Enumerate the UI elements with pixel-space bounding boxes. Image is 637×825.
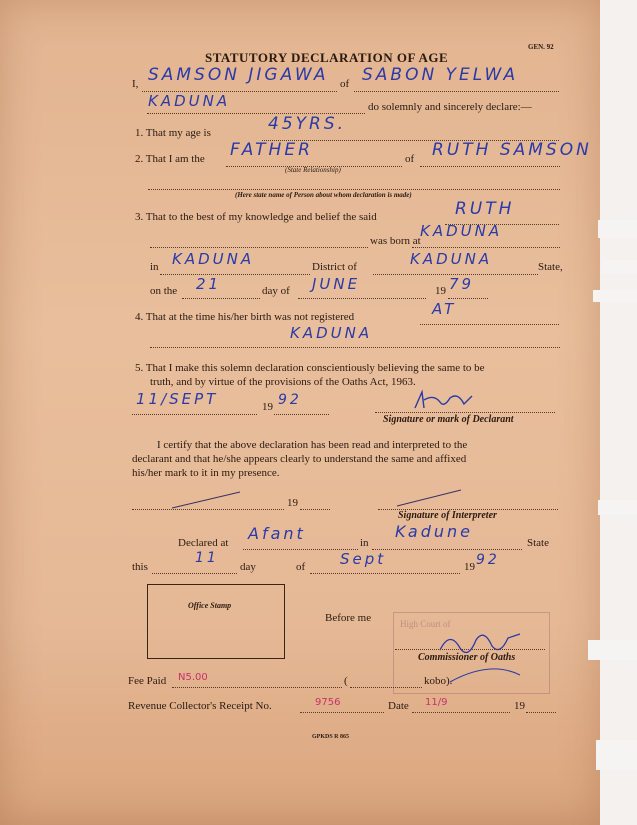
label-before-me: Before me: [325, 612, 372, 624]
hw-registered-place: KADUNA: [290, 324, 373, 342]
hw-of-place: SABON YELWA: [362, 65, 519, 85]
hw-born-at: KADUNA: [420, 222, 503, 240]
dotted-line: [152, 572, 237, 574]
item-2-label: 2. That I am the: [135, 153, 205, 165]
dotted-line: [300, 711, 384, 713]
hw-declared-at: Afant: [248, 524, 306, 543]
hw-state-place: KADUNA: [148, 92, 231, 110]
item-5-line-1: 5. That I make this solemn declaration conscientiously believing the same to be: [135, 362, 485, 374]
dotted-line: [395, 648, 545, 650]
label-day: day: [240, 561, 256, 573]
label-declared-at: Declared at: [178, 537, 229, 549]
hw-this-year: 92: [476, 552, 500, 568]
dotted-line: [420, 323, 559, 325]
dotted-line: [132, 413, 257, 415]
tear-notch: [598, 220, 637, 238]
label-in: in: [150, 261, 159, 273]
slash-mark-icon: [395, 488, 465, 508]
dotted-line: [148, 188, 560, 190]
label-district: District of: [312, 261, 357, 273]
footer-code: GPKDS R 865: [312, 734, 350, 740]
label-of-2: of: [405, 153, 415, 165]
hw-day: 21: [196, 275, 222, 293]
state-relationship-note: (State Relationship): [285, 166, 341, 174]
hw-receipt-no: 9756: [315, 697, 341, 708]
form-code: GEN. 92: [528, 43, 554, 51]
label-do-solemnly: do solemnly and sincerely declare:—: [368, 101, 532, 113]
certify-line-2: declarant and that he/she appears clearly to understand the same and affixed: [132, 453, 467, 465]
hw-this-month: Sept: [340, 550, 387, 568]
declarant-signature-icon: [410, 388, 480, 414]
dotted-line: [310, 572, 460, 574]
label-on-the: on the: [150, 285, 178, 297]
dotted-line: [150, 346, 560, 348]
label-born-at: was born at: [370, 235, 421, 247]
item-5-line-2: truth, and by virtue of the provisions of the Oaths Act, 1963.: [150, 376, 416, 388]
hw-fee: N5.00: [178, 672, 208, 683]
label-i: I,: [132, 78, 139, 90]
court-stamp-text: High Court of: [400, 619, 451, 629]
label-of-3: of: [296, 561, 306, 573]
hw-date-val: 11/9: [425, 697, 448, 708]
dotted-line: [350, 686, 422, 688]
form-title: STATUTORY DECLARATION OF AGE: [205, 50, 449, 65]
label-19-c: 19: [287, 497, 298, 509]
label-19-e: 19: [514, 700, 525, 712]
tear-notch: [596, 740, 637, 770]
hw-district: KADUNA: [410, 250, 493, 268]
tear-notch: [598, 500, 637, 515]
label-paren: (: [344, 675, 348, 687]
hw-age: 45YRS.: [268, 114, 347, 134]
label-declared-state: State: [527, 537, 549, 549]
dotted-line: [448, 297, 488, 299]
label-state: State,: [538, 261, 563, 273]
dotted-line: [150, 246, 368, 248]
tear-notch: [602, 260, 637, 274]
hw-sign-date: 11/SEPT: [136, 390, 219, 408]
hw-in-place: KADUNA: [172, 250, 255, 268]
certify-line-1: I certify that the above declaration has been read and interpreted to the: [157, 439, 468, 451]
label-19-d: 19: [464, 561, 475, 573]
dotted-line: [298, 297, 426, 299]
hw-name: SAMSON JIGAWA: [148, 65, 329, 85]
dotted-line: [526, 711, 556, 713]
hw-registered-at: AT: [432, 300, 457, 318]
dotted-line: [274, 413, 329, 415]
commissioner-label: Commissioner of Oaths: [418, 652, 516, 663]
tear-notch: [593, 290, 637, 302]
signature-interpreter-label: Signature of Interpreter: [398, 510, 497, 521]
hw-year: 79: [449, 275, 475, 293]
dotted-line: [182, 297, 260, 299]
hw-month: JUNE: [312, 275, 361, 293]
label-day-of: day of: [262, 285, 290, 297]
label-date: Date: [388, 700, 409, 712]
dotted-line: [172, 686, 342, 688]
office-stamp-label: Office Stamp: [188, 601, 232, 610]
dotted-line: [372, 548, 522, 550]
item-3-label: 3. That to the best of my knowledge and belief the said: [135, 211, 377, 223]
hw-person: RUTH SAMSON: [432, 140, 592, 160]
label-this: this: [132, 561, 148, 573]
label-declared-in: in: [360, 537, 369, 549]
label-kobo: kobo).: [424, 675, 453, 687]
tear-notch: [588, 640, 637, 660]
label-19-b: 19: [262, 401, 273, 413]
here-state-note: (Here state name of Person about whom declaration is made): [235, 191, 412, 199]
certify-line-3: his/her mark to it in my presence.: [132, 467, 280, 479]
label-19: 19: [435, 285, 446, 297]
label-fee-paid: Fee Paid: [128, 675, 167, 687]
hw-this-day: 11: [195, 550, 219, 566]
hw-declared-in: Kadune: [395, 522, 474, 541]
hw-said-name: RUTH: [455, 199, 515, 219]
hw-sign-year: 92: [278, 392, 302, 408]
label-receipt: Revenue Collector's Receipt No.: [128, 700, 272, 712]
slash-mark-icon: [170, 488, 250, 510]
dotted-line: [354, 90, 559, 92]
office-stamp-box: [147, 584, 285, 659]
dotted-line: [412, 711, 510, 713]
dotted-line: [300, 508, 330, 510]
dotted-line: [160, 273, 310, 275]
dotted-line: [420, 165, 560, 167]
hw-relationship: FATHER: [230, 140, 313, 160]
item-1-label: 1. That my age is: [135, 127, 211, 139]
item-4-label: 4. That at the time his/her birth was not registered: [135, 311, 355, 323]
signature-declarant-label: Signature or mark of Declarant: [383, 414, 514, 425]
dotted-line: [412, 246, 560, 248]
label-of: of: [340, 78, 350, 90]
